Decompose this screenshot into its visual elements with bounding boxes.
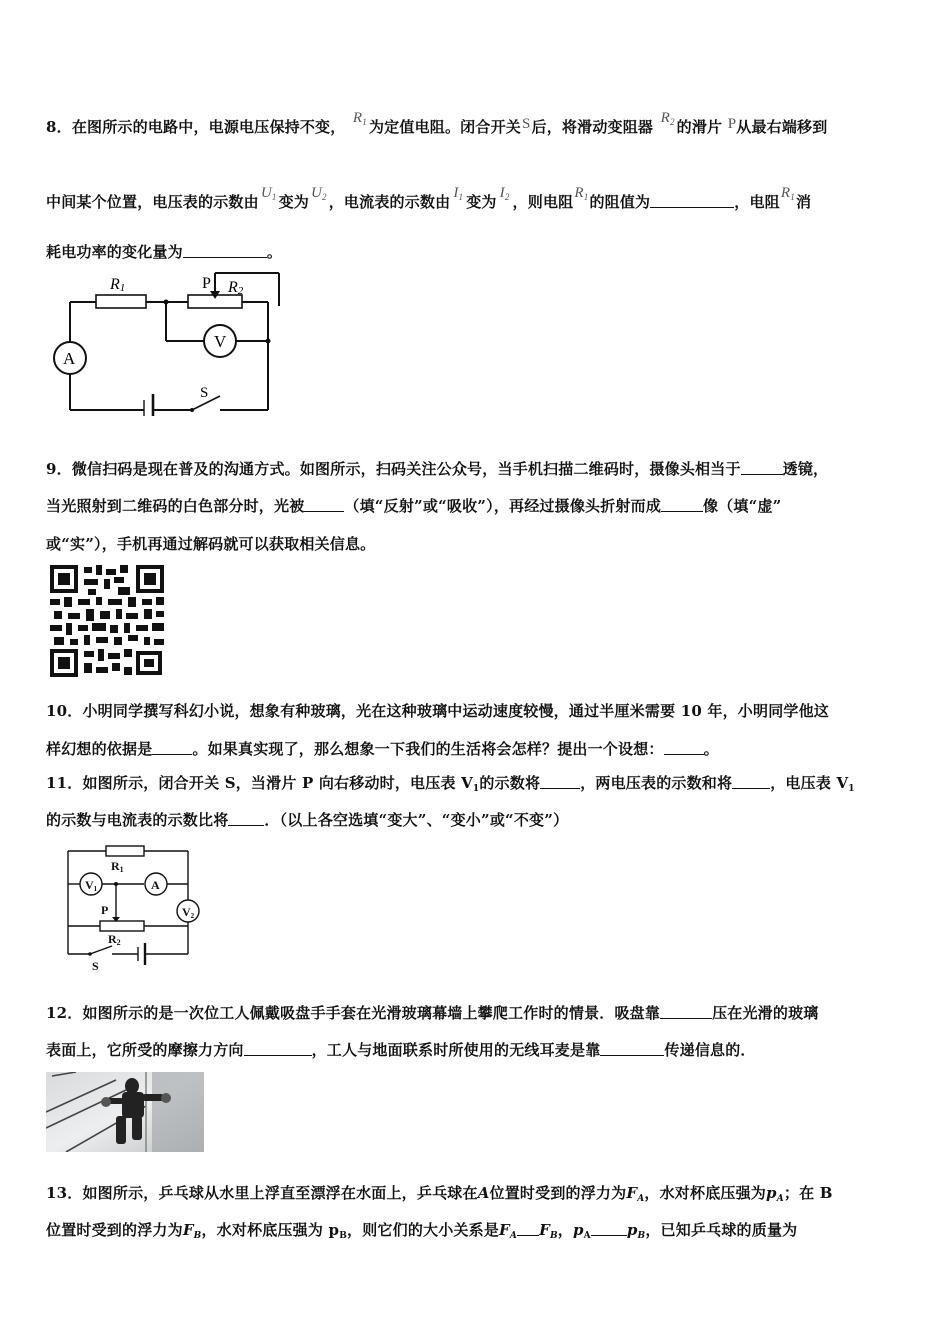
svg-text:A: A (151, 878, 160, 892)
svg-text:P: P (202, 275, 211, 292)
svg-text:R2: R2 (108, 932, 121, 947)
symbol-r1: $R_1$ (352, 110, 367, 127)
svg-text:R1: R1 (110, 276, 126, 294)
symbol-p: P (727, 116, 737, 132)
answer-blank[interactable] (152, 742, 192, 755)
svg-text:V1: V1 (85, 878, 98, 893)
q10-line-1: 10．小明同学撰写科幻小说，想象有种玻璃，光在这种玻璃中运动速度较慢，通过半厘米需要 10 年，小明同学他这 (46, 702, 829, 720)
answer-blank[interactable] (661, 499, 703, 512)
answer-blank[interactable] (591, 1223, 627, 1236)
symbol-r1: $R_1$ (780, 185, 795, 202)
svg-text:A: A (63, 349, 76, 368)
svg-text:V: V (214, 332, 227, 351)
svg-text:V2: V2 (182, 905, 195, 920)
symbol-i1: $I_1$ (453, 185, 464, 202)
answer-blank[interactable] (183, 245, 267, 258)
answer-blank[interactable] (244, 1043, 312, 1056)
answer-blank[interactable] (304, 499, 344, 512)
answer-blank[interactable] (540, 776, 580, 789)
q8-line-2: 中间某个位置，电压表的示数由 $U_1$ 变为 $U_2$ ，电流表的示数由 $I_1$ 变为 $I_2$ ，则电阻$R_1$的阻值为 ，电阻$R_1$消 (46, 185, 812, 211)
q12-line-1: 12．如图所示的是一次位工人佩戴吸盘手手套在光滑玻璃幕墙上攀爬工作时的情景．吸盘靠 压在光滑的玻璃 (46, 1004, 819, 1022)
q11-circuit-diagram (60, 842, 208, 976)
symbol-i2: $I_2$ (499, 185, 510, 202)
q9-line-1: 9．微信扫码是现在普及的沟通方式。如图所示，扫码关注公众号，当手机扫描二维码时，摄像头相当于 透镜， (46, 460, 829, 478)
answer-blank[interactable] (600, 1043, 664, 1056)
q8-line-1: 8．在图所示的电路中，电源电压保持不变， $R_1$ 为定值电阻。闭合开关S后，将滑动变阻器 $R_2$ 的滑片 P从最右端移到 (46, 110, 828, 136)
svg-text:S: S (92, 959, 99, 973)
rheostat-r2 (100, 921, 144, 931)
qr-code-image (48, 563, 166, 679)
q11-line-1: 11．如图所示，闭合开关 S，当滑片 P 向右移动时，电压表 $V_1$的示数将 ，两电压表的示数和将 ，电压表 $V_1$ (46, 774, 855, 794)
answer-blank[interactable] (664, 742, 704, 755)
resistor-r1 (96, 295, 146, 308)
q8-circuit-diagram (52, 266, 282, 416)
q9-line-2: 当光照射到二维码的白色部分时，光被 （填“反射”或“吸收”），再经过摄像头折射而成 像（填“虚” (46, 497, 782, 515)
symbol-r2: $R_2$ (660, 110, 675, 127)
answer-blank[interactable] (228, 813, 264, 826)
q8-line-3: 耗电功率的变化量为 。 (46, 243, 283, 261)
q13-line-1: 13．如图所示，乒乓球从水里上浮直至漂浮在水面上，乒乓球在A位置时受到的浮力为$F_A$，水对杯底压强为$p_A$；在 B (46, 1184, 833, 1204)
resistor-r1 (106, 846, 144, 856)
q10-line-2: 样幻想的依据是 。如果真实现了，那么想象一下我们的生活将会怎样？提出一个设想： 。 (46, 740, 719, 758)
q13-line-2: 位置时受到的浮力为$F_B$，水对杯底压强为 $p_B$，则它们的大小关系是$F_A$ $F_B$，$p_A$ $p_B$，已知乒乓球的质量为 (46, 1221, 798, 1241)
svg-text:R1: R1 (111, 859, 124, 874)
q11-line-2: 的示数与电流表的示数比将 ．（以上各空选填“变大”、“变小”或“不变”） (46, 811, 569, 829)
q12-line-2: 表面上，它所受的摩擦力方向 ，工人与地面联系时所使用的无线耳麦是靠 传递信息的． (46, 1041, 756, 1059)
answer-blank[interactable] (741, 462, 783, 475)
answer-blank[interactable] (660, 1006, 712, 1019)
answer-blank[interactable] (517, 1223, 539, 1236)
svg-text:S: S (200, 385, 209, 401)
answer-blank[interactable] (732, 776, 770, 789)
answer-blank[interactable] (650, 195, 734, 208)
svg-text:R2: R2 (228, 279, 244, 297)
symbol-u1: $U_1$ (260, 185, 277, 202)
symbol-s: S (521, 116, 531, 132)
symbol-r1: $R_1$ (574, 185, 589, 202)
symbol-u2: $U_2$ (310, 185, 327, 202)
svg-text:P: P (101, 903, 109, 917)
q9-line-3: 或“实”），手机再通过解码就可以获取相关信息。 (46, 535, 376, 553)
window-climber-photo (46, 1072, 204, 1152)
